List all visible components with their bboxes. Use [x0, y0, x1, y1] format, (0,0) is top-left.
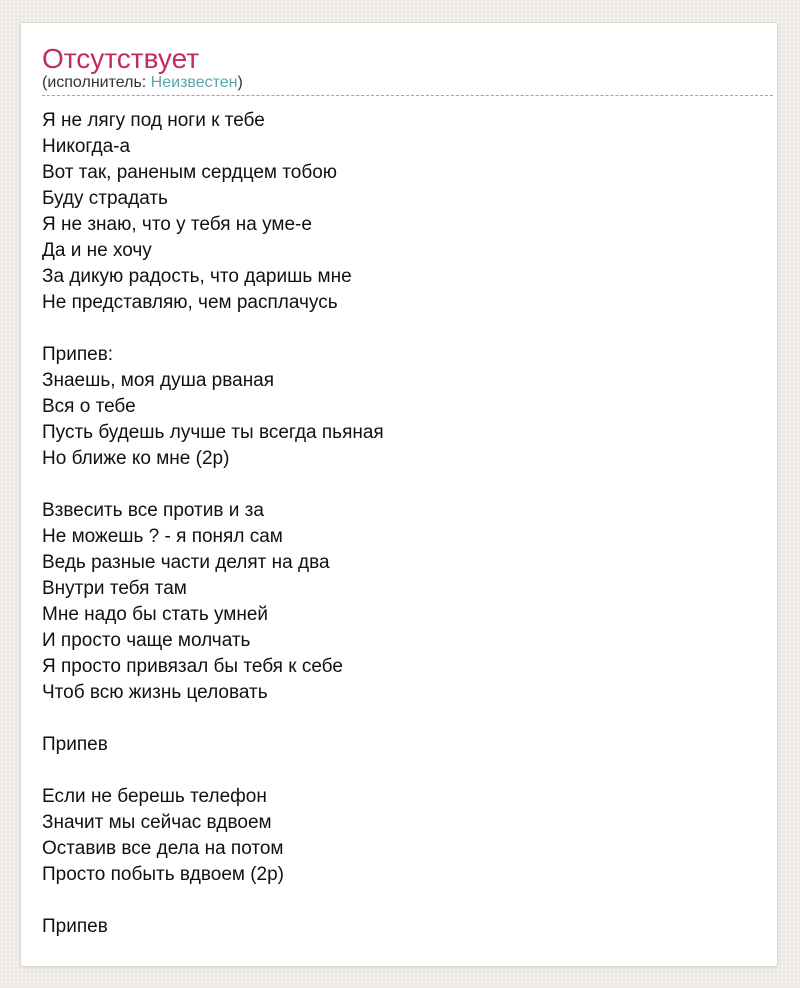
artist-label-prefix: (исполнитель:: [42, 74, 151, 91]
song-header: [42, 44, 773, 96]
artist-link[interactable]: Неизвестен: [150, 74, 238, 91]
song-title: Отсутствует: [42, 43, 200, 74]
lyrics-card: [20, 22, 778, 967]
artist-line: [42, 74, 773, 92]
artist-label-suffix: ): [237, 74, 243, 91]
lyrics-text: Я не лягу под ноги к тебе Никогда-а Вот так, раненым сердцем тобою Буду страдать Я не знаю, что у тебя на уме-е Да и не хочу За дикую радость, что даришь мне Не представляю, чем расплачусь Припев: Знаешь, моя душа рваная Вся о тебе Пусть будешь лучше ты всегда пьяная Но ближе ко мне (2р) Взвесить все против и за Не можешь ? - я понял сам Ведь разные части делят на два Внутри тебя там Мне надо бы стать умней И просто чаще молчать Я просто привязал бы тебя к себе Чтоб всю жизнь целовать Припев Если не берешь телефон Значит мы сейчас вдвоем Оставив все дела на потом Просто побыть вдвоем (2р) Припев: [42, 110, 384, 937]
